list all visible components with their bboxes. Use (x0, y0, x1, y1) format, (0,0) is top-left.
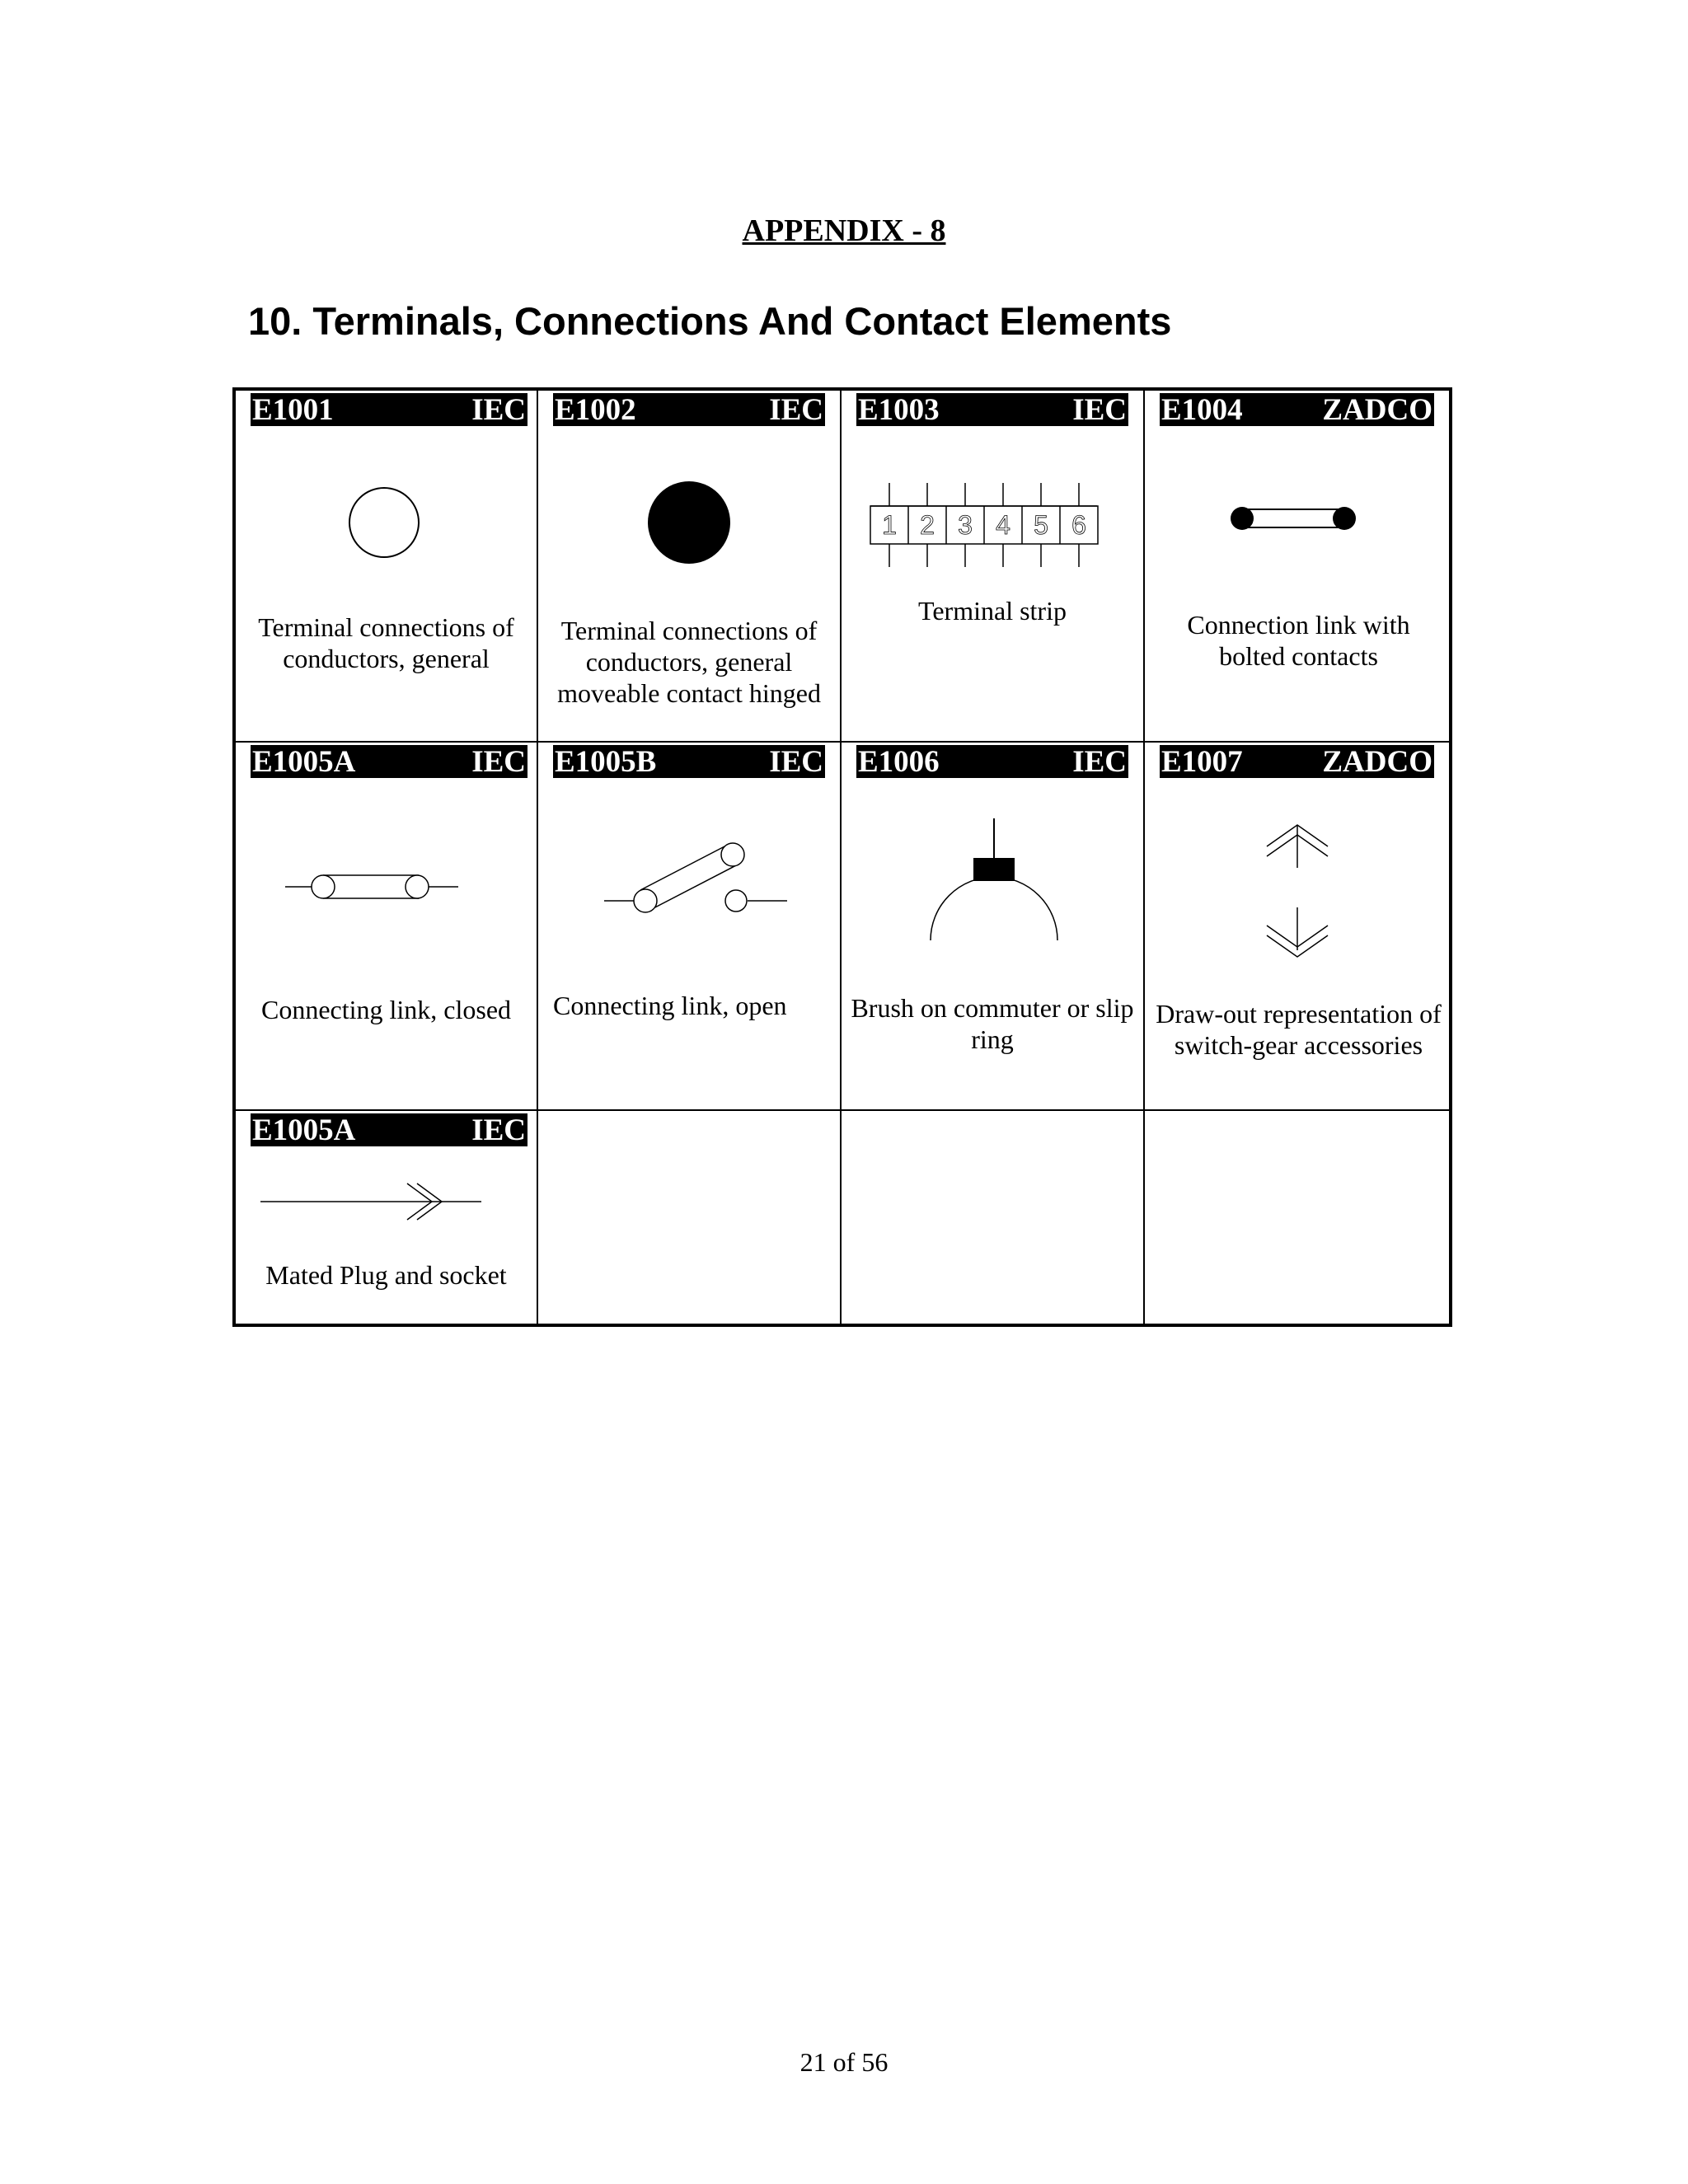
symbol-description: Terminal connections of conductors, general (258, 612, 514, 673)
strip-label: 3 (958, 510, 973, 540)
cell-header (856, 745, 1128, 778)
strip-label: 6 (1071, 510, 1086, 540)
symbol-description: Terminal connections of conductors, general moveable contact hinged (557, 616, 821, 708)
strip-label: 5 (1034, 510, 1048, 540)
symbol-description: Draw-out representation of switch-gear accessories (1156, 999, 1442, 1060)
symbol-description: Mated Plug and socket (265, 1260, 507, 1290)
symbol-code: E1006 (858, 744, 940, 779)
symbol-standard: IEC (1072, 392, 1127, 427)
cell-header (251, 745, 528, 778)
symbol-code: E1002 (555, 392, 636, 427)
open-link-icon (604, 837, 794, 928)
strip-label: 1 (882, 510, 897, 540)
symbol-standard: ZADCO (1322, 744, 1432, 779)
symbol-cell-e1007 (1145, 743, 1452, 1109)
symbol-code: E1005A (252, 744, 356, 779)
page-number: 21 of 56 (799, 2047, 889, 2077)
cell-header (1160, 393, 1434, 426)
symbol-code: E1005B (555, 744, 657, 779)
brush-slip-ring-icon (924, 817, 1064, 949)
cell-header (553, 745, 825, 778)
symbol-description: Connecting link, closed (260, 995, 512, 1024)
symbol-code: E1005A (252, 1113, 356, 1147)
symbol-description: Brush on commuter or slip ring (851, 993, 1134, 1054)
symbol-code: E1001 (252, 392, 334, 427)
closed-link-icon (285, 866, 467, 907)
symbol-standard: IEC (471, 744, 526, 779)
symbol-cell-e1005b (538, 743, 840, 1109)
empty-cell (538, 1111, 840, 1327)
cell-header (553, 393, 825, 426)
empty-cell (1145, 1111, 1452, 1327)
symbol-standard: IEC (1072, 744, 1127, 779)
symbol-code: E1004 (1161, 392, 1243, 427)
symbol-table (232, 387, 1452, 1327)
symbol-cell-e1003 (842, 391, 1143, 741)
bolted-link-icon (1227, 498, 1359, 539)
symbol-code: E1007 (1161, 744, 1243, 779)
symbol-cell-e1002 (538, 391, 840, 741)
appendix-heading: APPENDIX - 8 (742, 213, 946, 248)
section-title: 10. Terminals, Connections And Contact Elements (248, 299, 1172, 343)
cell-header (1160, 745, 1434, 778)
symbol-cell-e1004 (1145, 391, 1452, 741)
strip-label: 4 (996, 510, 1010, 540)
symbol-standard: ZADCO (1322, 392, 1432, 427)
filled-circle-icon (640, 473, 738, 572)
symbol-standard: IEC (769, 744, 823, 779)
cell-header (856, 393, 1128, 426)
symbol-cell-e1005a (236, 743, 537, 1109)
open-circle-icon (335, 473, 434, 572)
symbol-standard: IEC (769, 392, 823, 427)
symbol-cell-plug-socket (236, 1111, 537, 1327)
symbol-standard: IEC (471, 392, 526, 427)
symbol-description: Terminal strip (918, 596, 1067, 626)
symbol-description: Connecting link, open (553, 991, 787, 1020)
draw-out-arrows-icon (1260, 817, 1334, 965)
empty-cell (842, 1111, 1143, 1327)
strip-label: 2 (920, 510, 935, 540)
symbol-standard: IEC (471, 1113, 526, 1147)
cell-header (251, 393, 528, 426)
symbol-description: Connection link with bolted contacts (1187, 610, 1410, 671)
cell-header (251, 1113, 528, 1146)
symbol-code: E1003 (858, 392, 940, 427)
terminal-strip-icon (866, 473, 1114, 588)
plug-socket-icon (259, 1177, 490, 1226)
symbol-cell-e1006 (842, 743, 1143, 1109)
symbol-cell-e1001 (236, 391, 537, 741)
